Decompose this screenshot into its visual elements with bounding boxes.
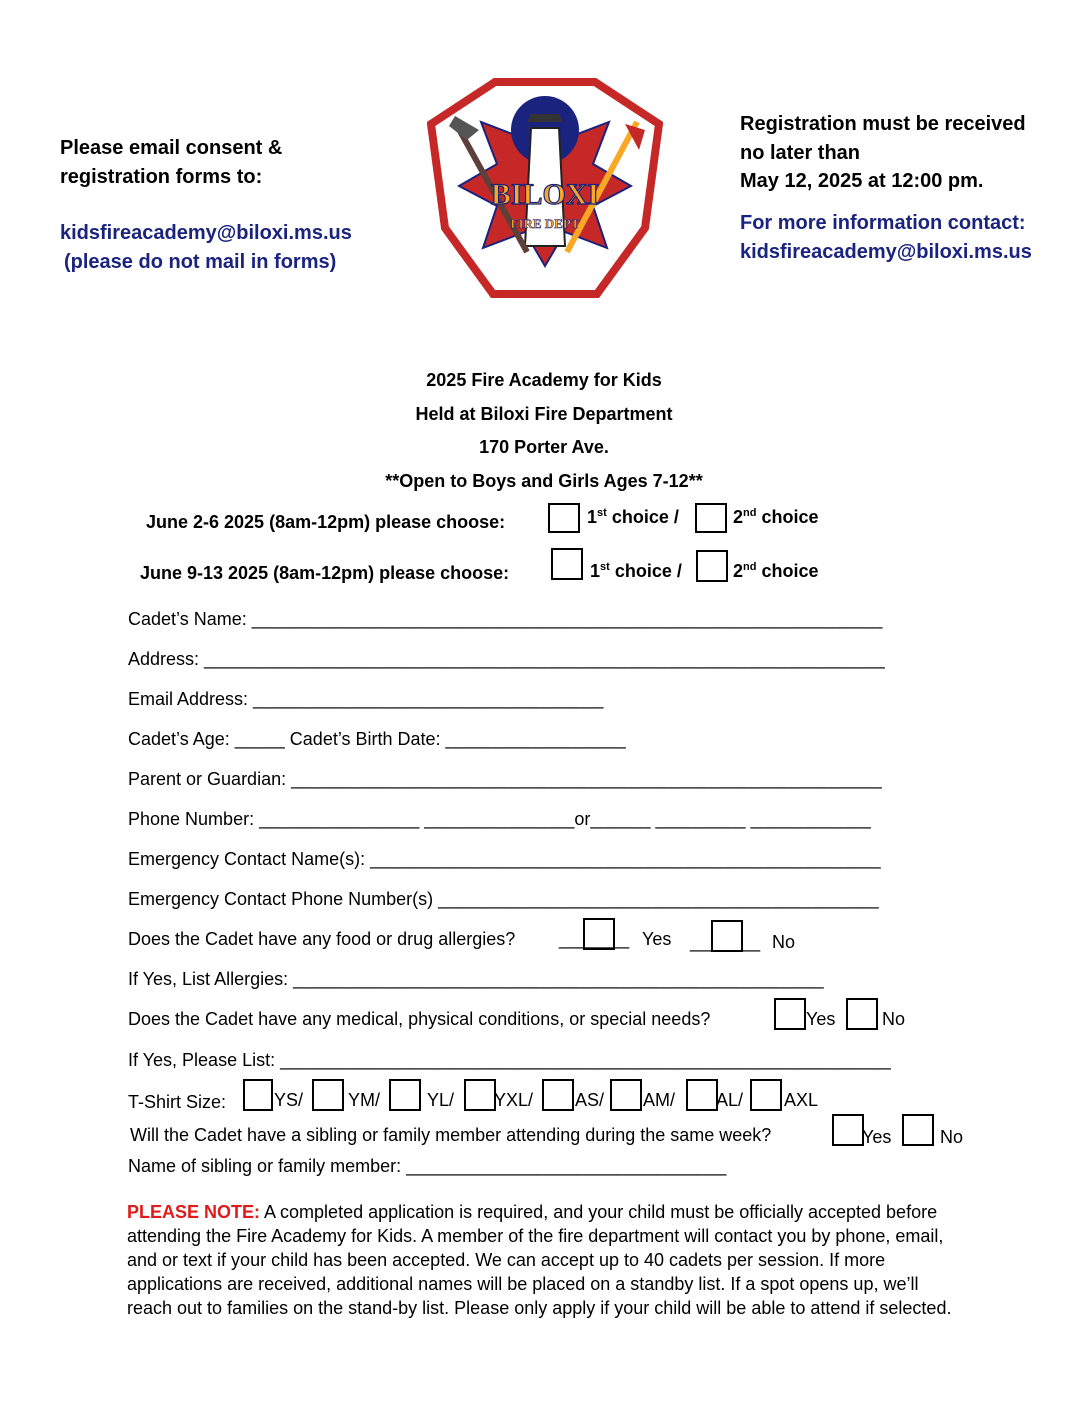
tshirt-ym-label: YM/ (348, 1090, 381, 1110)
tshirt-axl-label: AXL (784, 1090, 819, 1110)
title-line-4: **Open to Boys and Girls Ages 7-12** (385, 470, 703, 491)
logo-biloxi-text: BILOXI (490, 178, 600, 211)
email-field[interactable]: Email Address: ___________________________________ (128, 689, 604, 709)
tshirt-ys-checkbox[interactable] (243, 1079, 273, 1111)
tshirt-size-label: T-Shirt Size: (128, 1092, 227, 1112)
tshirt-axl-checkbox[interactable] (750, 1079, 782, 1111)
allergies-no-checkbox[interactable] (711, 920, 743, 952)
sibling-yes-checkbox[interactable] (832, 1114, 864, 1146)
please-note-text: A completed application is required, and your child must be officially accepted before attending the Fire Academy for Kids. A member of the fire department will contact you by phone, email, and or text if your child has been accepted. We can accept up to 40 cadets per session. If more applications are received, additional names will be placed on a standby list. If a spot opens up, we’ll reach out to families on the stand-by list. Please only apply if your child will be able to attend if selected. (127, 1202, 952, 1318)
allergies-question: Does the Cadet have any food or drug allergies? (128, 929, 516, 949)
session-2-label: June 9-13 2025 (8am-12pm) please choose: (140, 563, 510, 583)
session-2-second-choice-checkbox[interactable] (696, 550, 728, 582)
lighthouse-lantern (527, 114, 563, 122)
session-2-first-choice-checkbox[interactable] (551, 548, 583, 580)
tshirt-ym-checkbox[interactable] (312, 1079, 344, 1111)
submit-line-1: Please email consent & (60, 137, 283, 159)
medical-yes-checkbox[interactable] (774, 998, 806, 1030)
fire-dept-logo (427, 78, 663, 300)
session-1-label: June 2-6 2025 (8am-12pm) please choose: (146, 512, 506, 532)
title-line-3: 170 Porter Ave. (479, 437, 609, 457)
sibling-question: Will the Cadet have a sibling or family member attending during the same week? (130, 1125, 772, 1145)
info-label: For more information contact: (740, 212, 1026, 234)
emergency-contact-phone-field[interactable]: Emergency Contact Phone Number(s) ____________________________________________ (128, 889, 879, 909)
tshirt-ys-label: YS/ (274, 1090, 304, 1110)
medical-yes-label: Yes (806, 1009, 836, 1029)
deadline-line-1: Registration must be received (740, 113, 1026, 135)
phone-field[interactable]: Phone Number: ________________ _______________or______ _________ ____________ (128, 809, 871, 829)
info-email-link[interactable]: kidsfireacademy@biloxi.ms.us (740, 240, 1032, 263)
title-line-2: Held at Biloxi Fire Department (415, 403, 673, 424)
submit-instructions (60, 134, 282, 192)
tshirt-al-label: AL/ (716, 1090, 744, 1110)
medical-question: Does the Cadet have any medical, physical conditions, or special needs? (128, 1009, 711, 1029)
submit-email-note: (please do not mail in forms) (64, 251, 337, 273)
sibling-no-checkbox[interactable] (902, 1114, 934, 1146)
tshirt-al-checkbox[interactable] (686, 1079, 718, 1111)
age-birthdate-field[interactable]: Cadet’s Age: _____ Cadet’s Birth Date: __________________ (128, 729, 626, 749)
allergies-no-underline: _______ (690, 932, 761, 952)
session-2-second-choice-label: 2nd choice (733, 561, 819, 581)
address-field[interactable]: Address: ____________________________________________________________________ (128, 649, 885, 669)
submit-line-2: registration forms to: (60, 166, 263, 188)
tshirt-am-label: AM/ (643, 1090, 676, 1110)
tshirt-yxl-checkbox[interactable] (464, 1079, 496, 1111)
tshirt-as-label: AS/ (575, 1090, 605, 1110)
tshirt-am-checkbox[interactable] (610, 1079, 642, 1111)
medical-no-label: No (882, 1009, 906, 1029)
session-1-first-choice-label: 1st choice / (587, 507, 679, 527)
program-title (0, 364, 1088, 498)
allergies-yes-checkbox[interactable] (583, 918, 615, 950)
please-note-label: PLEASE NOTE: (127, 1202, 261, 1222)
allergies-list-field[interactable]: If Yes, List Allergies: _____________________________________________________ (128, 969, 824, 989)
tshirt-yl-checkbox[interactable] (389, 1079, 421, 1111)
sibling-yes-label: Yes (862, 1127, 892, 1147)
allergies-yes-label: Yes (642, 929, 672, 949)
sibling-name-field[interactable]: Name of sibling or family member: ________________________________ (128, 1156, 727, 1176)
tshirt-yxl-label: YXL/ (494, 1090, 534, 1110)
title-line-1: 2025 Fire Academy for Kids (426, 370, 662, 390)
please-note-paragraph (127, 1200, 967, 1320)
sibling-no-label: No (940, 1127, 964, 1147)
allergies-yes-underline: _______ (559, 929, 630, 949)
session-2-first-choice-label: 1st choice / (590, 561, 682, 581)
submit-email-link[interactable]: kidsfireacademy@biloxi.ms.us (60, 222, 352, 244)
tshirt-as-checkbox[interactable] (542, 1079, 574, 1111)
submit-contact (60, 219, 352, 277)
allergies-no-label: No (772, 932, 796, 952)
deadline-block (740, 110, 1026, 196)
medical-list-field[interactable]: If Yes, Please List: _____________________________________________________________ (128, 1050, 891, 1070)
emergency-contact-name-field[interactable]: Emergency Contact Name(s): ___________________________________________________ (128, 849, 881, 869)
guardian-field[interactable]: Parent or Guardian: ___________________________________________________________ (128, 769, 882, 789)
session-1-first-choice-checkbox[interactable] (548, 503, 580, 533)
info-block (740, 209, 1032, 266)
deadline-line-2: no later than (740, 141, 861, 164)
session-1-second-choice-checkbox[interactable] (695, 503, 727, 533)
logo-fire-dept-text: FIRE DEPT (510, 216, 580, 231)
tshirt-yl-label: YL/ (427, 1090, 455, 1110)
deadline-date: May 12, 2025 at 12:00 pm. (740, 170, 984, 192)
medical-no-checkbox[interactable] (846, 998, 878, 1030)
session-1-second-choice-label: 2nd choice (733, 507, 819, 527)
cadet-name-field[interactable]: Cadet’s Name: _______________________________________________________________ (128, 609, 883, 629)
